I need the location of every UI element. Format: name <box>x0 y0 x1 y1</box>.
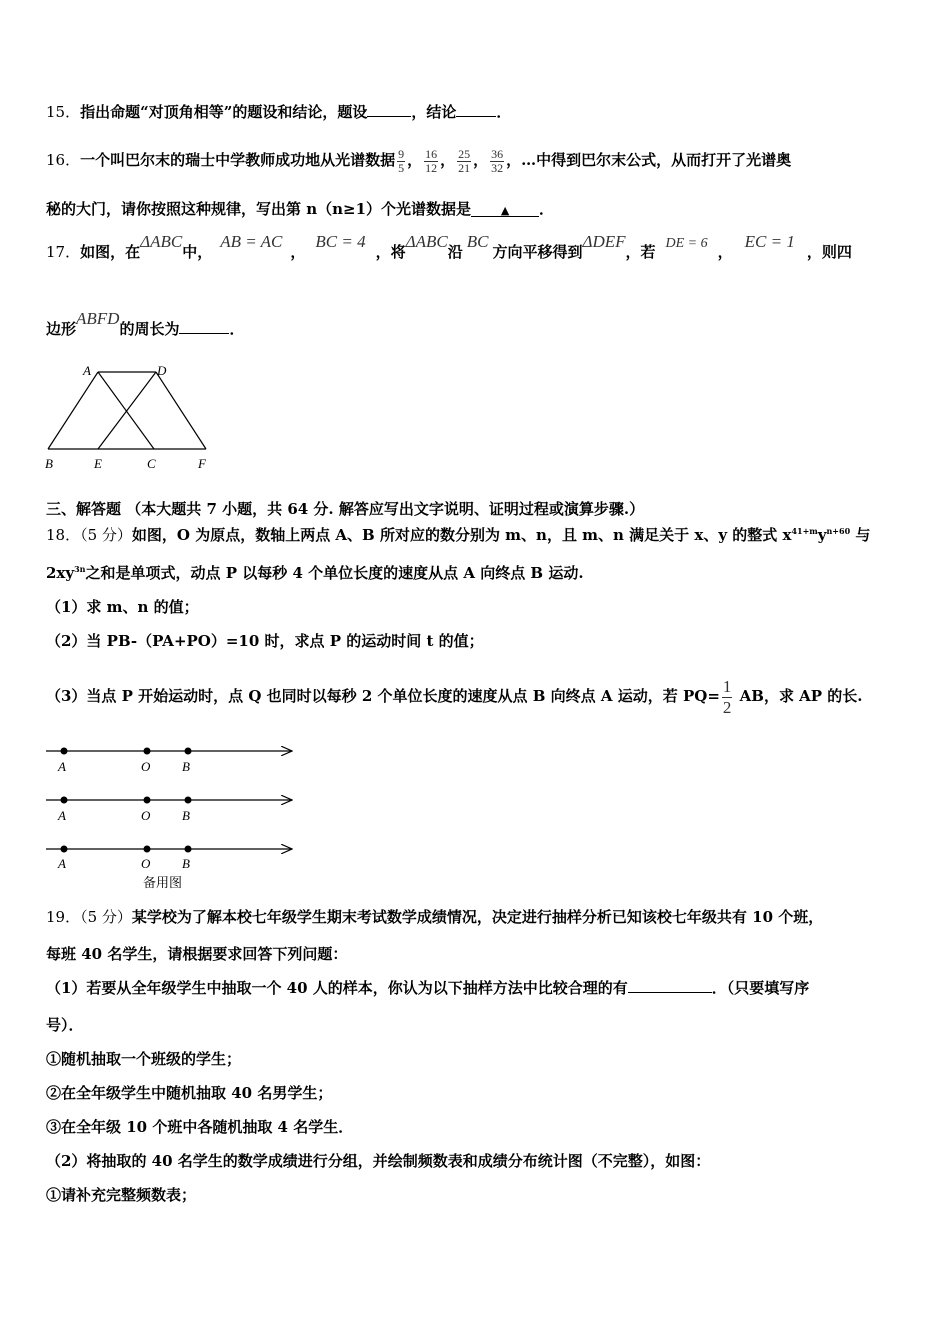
q19-part2-1: ①请补充完整频数表； <box>46 1186 197 1204</box>
q19-option-3: ③在全年级 10 个班中各随机抽取 4 名学生． <box>46 1118 354 1136</box>
label-o: O <box>141 856 151 871</box>
q18-line1: 18．（5 分）如图，O 为原点，数轴上两点 A、B 所对应的数分别为 m、n，且 m、n 满足关于 x、y 的整式 $x^{41+m}y^{n+60}$ 与 <box>46 526 871 544</box>
q17-math-abc-2: ΔABC <box>405 232 448 251</box>
q19-score: （5 分） <box>80 908 132 926</box>
q15-number: 15． <box>46 103 81 121</box>
q19-option-2: ②在全年级学生中随机抽取 40 名男学生； <box>46 1084 333 1102</box>
number-line-3 <box>46 846 292 891</box>
q17-trapezoid-figure <box>40 360 220 470</box>
point-a <box>61 846 68 853</box>
q16-fraction-2: $\frac{16}{12}$ <box>425 146 438 175</box>
q15-text-a: 指出命题“对顶角相等”的题设和结论，题设 <box>80 103 368 121</box>
q19-line1: 19．（5 分）某学校为了解本校七年级学生期末考试数学成绩情况，决定进行抽样分析已知该校七年级共有 10 个班， <box>46 908 824 926</box>
label-b: B <box>45 456 53 470</box>
point-b <box>185 797 192 804</box>
label-b: B <box>182 856 190 871</box>
spare-figure-caption: 备用图 <box>143 876 183 890</box>
q16-number: 16． <box>46 151 81 169</box>
q18-line2: $2xy^{3n}$之和是单项式，动点 P 以每秒 4 个单位长度的速度从点 A 向终点 B 运动. <box>46 564 584 582</box>
q16-text-b: ，…中得到巴尔末公式，从而打开了光谱奥 <box>506 151 792 169</box>
number-line-2 <box>46 797 292 824</box>
label-a: A <box>58 856 66 871</box>
q17-math-abfd: ABFD <box>76 309 120 328</box>
label-a: A <box>58 759 66 774</box>
q17-math-ab-ac: AB = AC <box>220 232 283 251</box>
q18-part3: （3）当点 P 开始运动时，点 Q 也同时以每秒 2 个单位长度的速度从点 B 向终点 A 运动，若 PQ= $\frac{1}{2}$ AB，求 AP 的长. <box>46 676 863 717</box>
q19-part1: （1）若要从全年级学生中抽取一个 40 人的样本，你认为以下抽样方法中比较合理的有 ．（只要填写序 <box>46 979 810 997</box>
q15-text-c: ． <box>496 103 512 121</box>
q15-blank-conclusion[interactable] <box>456 102 496 117</box>
q17-line1: 17．如图，在ΔABC中，AB = AC，BC = 4，将ΔABC沿BC方向平移得到ΔDEF，若 DE = 6 ，EC = 1，则四 <box>46 232 852 261</box>
q17-answer-blank[interactable] <box>179 319 229 334</box>
q16-fraction-3: $\frac{25}{21}$ <box>458 146 471 175</box>
label-b: B <box>182 759 190 774</box>
label-a: A <box>58 808 66 823</box>
q16-text-a: 一个叫巴尔末的瑞士中学教师成功地从光谱数据 <box>80 151 396 169</box>
q17-math-def: ΔDEF <box>582 232 626 251</box>
q19-answer-blank[interactable] <box>628 978 712 993</box>
q17-math-bc: BC = 4 <box>315 232 366 251</box>
q18-part1: （1）求 m、n 的值； <box>46 598 199 616</box>
section-3-heading: 三、解答题 （本大题共 7 小题，共 64 分. 解答应写出文字说明、证明过程或演算步骤.） <box>46 500 645 518</box>
label-b: B <box>182 808 190 823</box>
q17-math-ec: EC = 1 <box>744 232 795 251</box>
q17-number: 17． <box>46 243 81 261</box>
q15-text-b: ，结论 <box>411 103 457 121</box>
segment-df <box>156 372 206 449</box>
label-e: E <box>94 456 102 470</box>
q16-line2-text: 秘的大门，请你按照这种规律，写出第 n（n≥1）个光谱数据是 <box>46 200 472 218</box>
point-o <box>144 846 151 853</box>
q15-line <box>46 102 511 122</box>
point-b <box>185 846 192 853</box>
q16-fraction-1: $\frac{9}{5}$ <box>398 146 405 175</box>
q18-score: （5 分） <box>80 526 132 544</box>
label-a: A <box>83 363 91 378</box>
segment-ab <box>48 372 98 449</box>
number-line-1 <box>46 748 292 775</box>
q16-answer-blank[interactable] <box>471 202 539 217</box>
point-a <box>61 748 68 755</box>
q16-answer-mark: ▲ <box>500 204 510 217</box>
q18-number: 18． <box>46 526 81 544</box>
point-o <box>144 748 151 755</box>
q18-number-lines <box>40 740 310 890</box>
q16-line1: 16．一个叫巴尔末的瑞士中学教师成功地从光谱数据 $\frac{9}{5}$ ， $\frac{16}{12}$ ， $\frac{25}{21}$ ， $\frac{36}{32}$ ，…中得到巴尔末公式，从而打开了光谱奥 <box>46 146 792 175</box>
q19-option-1: ①随机抽取一个班级的学生； <box>46 1050 242 1068</box>
point-a <box>61 797 68 804</box>
q18-part2: （2）当 PB-（PA+PO）=10 时，求点 P 的运动时间 t 的值； <box>46 632 484 650</box>
label-c: C <box>147 456 156 470</box>
label-f: F <box>198 456 206 470</box>
q19-line2: 每班 40 名学生，请根据要求回答下列问题： <box>46 945 348 963</box>
q15-blank-premise[interactable] <box>367 102 411 117</box>
q16-fraction-4: $\frac{36}{32}$ <box>491 146 504 175</box>
q17-math-de: DE = 6 <box>665 236 708 251</box>
label-o: O <box>141 808 151 823</box>
point-o <box>144 797 151 804</box>
q16-line2: 秘的大门，请你按照这种规律，写出第 n（n≥1）个光谱数据是 ▲ ． <box>46 200 555 218</box>
label-d: D <box>157 363 167 378</box>
q17-line2: 边形ABFD的周长为 ． <box>46 309 245 338</box>
q19-part1-cont: 号）． <box>46 1016 84 1034</box>
q17-math-bc-2: BC <box>466 232 489 251</box>
q19-part2: （2）将抽取的 40 名学生的数学成绩进行分组，并绘制频数表和成绩分布统计图（不完整），如图： <box>46 1152 711 1170</box>
point-b <box>185 748 192 755</box>
q17-math-abc: ΔABC <box>140 232 183 251</box>
q19-number: 19． <box>46 908 81 926</box>
q18-fraction-half: $\frac{1}{2}$ <box>722 676 732 717</box>
label-o: O <box>141 759 151 774</box>
